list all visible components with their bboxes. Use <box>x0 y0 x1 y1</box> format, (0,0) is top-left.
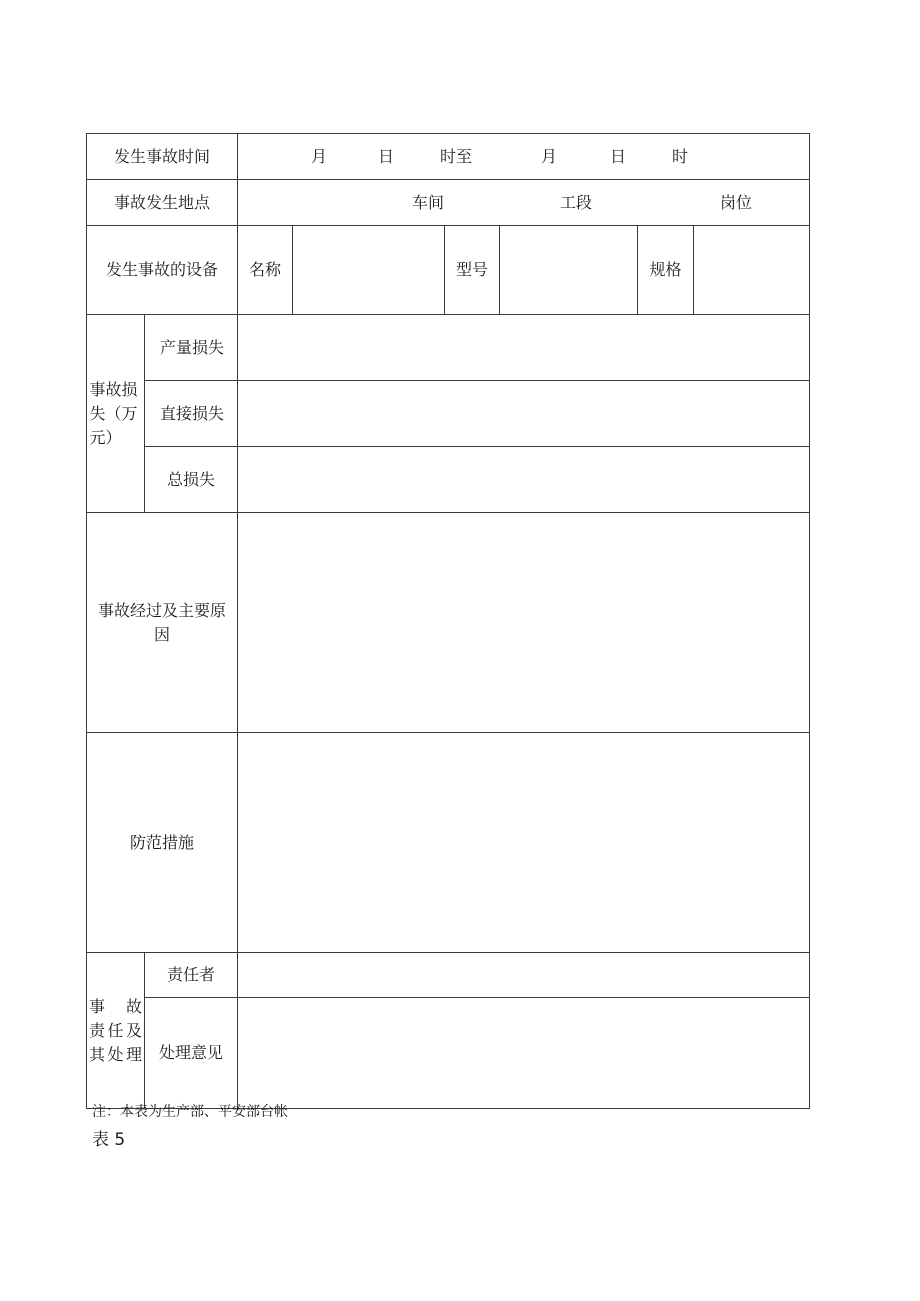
responsibility-group-line2: 责任及 <box>89 1020 142 1040</box>
accident-loss-group-text: 事故损失（万元） <box>89 379 138 447</box>
production-loss-field[interactable] <box>238 315 810 381</box>
accident-place-field[interactable] <box>238 180 810 226</box>
form-note: 注：本表为生产部、平安部台帐 <box>92 1104 288 1120</box>
accident-place-row <box>87 180 810 226</box>
end-day-label: 日 <box>610 146 627 166</box>
direct-loss-label: 直接损失 <box>145 381 238 447</box>
end-month-label: 月 <box>541 146 558 166</box>
section-label: 工段 <box>560 192 593 212</box>
direct-loss-field[interactable] <box>238 381 810 447</box>
equipment-spec-label: 规格 <box>638 226 694 315</box>
equipment-label: 发生事故的设备 <box>87 226 238 315</box>
total-loss-label: 总损失 <box>145 447 238 513</box>
handling-opinion-field[interactable] <box>238 998 810 1109</box>
end-hour-label: 时 <box>672 146 689 166</box>
equipment-model-field[interactable] <box>500 226 638 315</box>
accident-process-text: 事故经过及主要原因 <box>97 600 226 644</box>
post-label: 岗位 <box>720 192 753 212</box>
start-month-label: 月 <box>311 146 328 166</box>
accident-time-field[interactable] <box>238 134 810 180</box>
equipment-name-field[interactable] <box>293 226 445 315</box>
total-loss-row <box>87 447 810 513</box>
start-day-label: 日 <box>378 146 395 166</box>
accident-report-form <box>86 133 810 1109</box>
handling-opinion-row <box>87 998 810 1109</box>
production-loss-row <box>87 315 810 381</box>
responsibility-group-line3: 其处理 <box>89 1044 142 1064</box>
start-hour-to-label: 时至 <box>440 146 473 166</box>
prevention-field[interactable] <box>238 733 810 953</box>
production-loss-label: 产量损失 <box>145 315 238 381</box>
prevention-row <box>87 733 810 953</box>
accident-time-row <box>87 134 810 180</box>
equipment-row <box>87 226 810 315</box>
accident-process-label <box>87 513 238 733</box>
handling-opinion-label: 处理意见 <box>145 998 238 1109</box>
accident-process-field[interactable] <box>238 513 810 733</box>
responsible-person-label: 责任者 <box>145 953 238 998</box>
total-loss-field[interactable] <box>238 447 810 513</box>
prevention-label: 防范措施 <box>87 733 238 953</box>
accident-loss-group-label <box>87 315 145 513</box>
equipment-name-label: 名称 <box>238 226 293 315</box>
responsibility-group-line1: 事故 <box>89 996 142 1016</box>
responsible-person-field[interactable] <box>238 953 810 998</box>
accident-process-row <box>87 513 810 733</box>
equipment-spec-field[interactable] <box>694 226 810 315</box>
accident-place-label: 事故发生地点 <box>87 180 238 226</box>
responsibility-group-label <box>87 953 145 1109</box>
table-number: 表 5 <box>92 1130 126 1150</box>
accident-time-label: 发生事故时间 <box>87 134 238 180</box>
equipment-model-label: 型号 <box>445 226 500 315</box>
responsible-person-row <box>87 953 810 998</box>
workshop-label: 车间 <box>412 192 445 212</box>
direct-loss-row <box>87 381 810 447</box>
